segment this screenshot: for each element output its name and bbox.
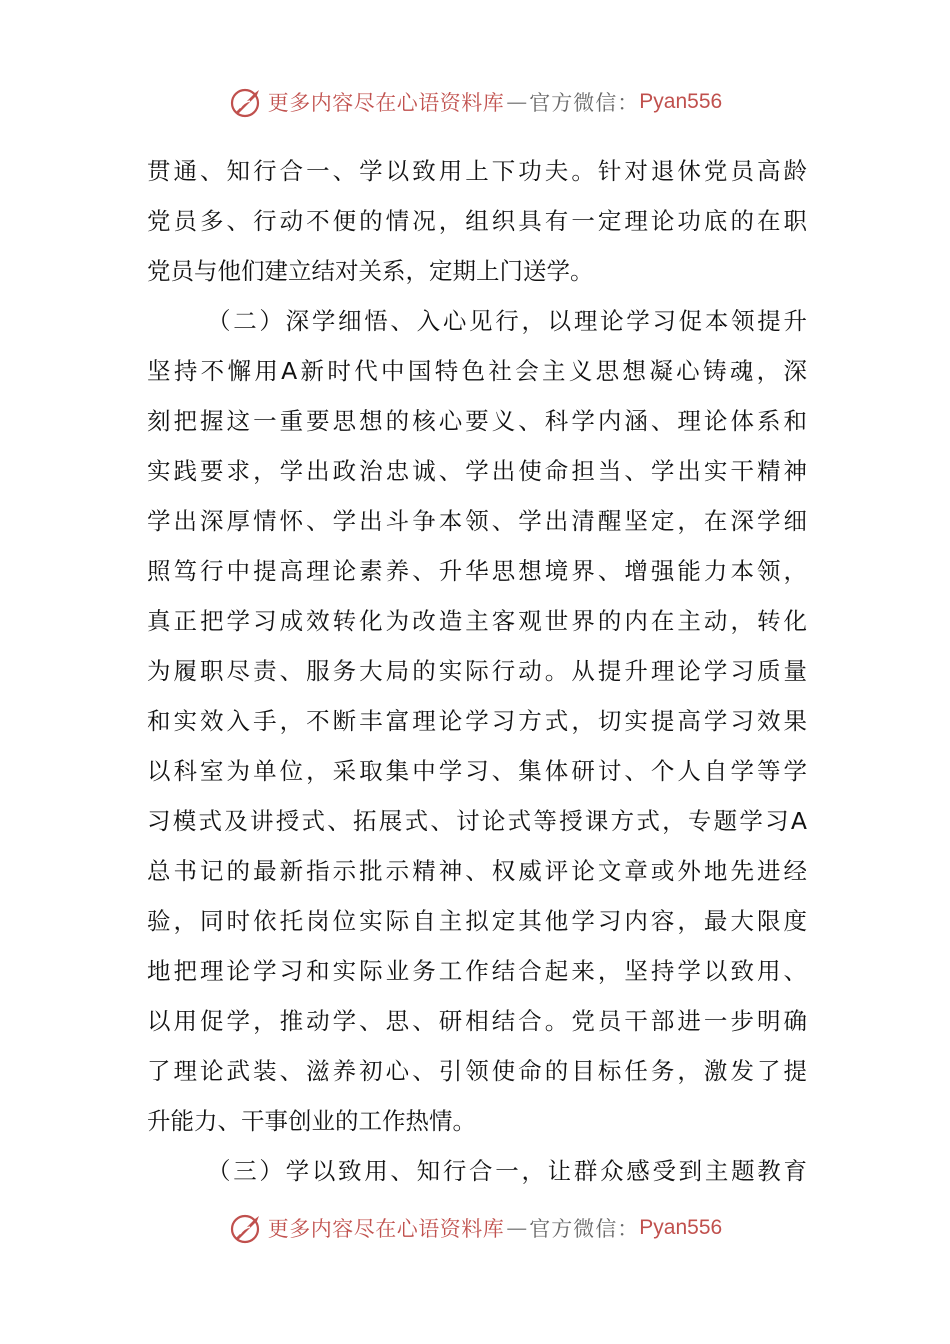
text-line: 真正把学习成效转化为改造主客观世界的内在主动，转化 — [147, 607, 807, 635]
text-line: 坚持不懈用A新时代中国特色社会主义思想凝心铸魂，深 — [147, 357, 807, 385]
text-line: 学出深厚情怀、学出斗争本领、学出清醒坚定，在深学细 — [147, 507, 807, 535]
document-body — [147, 146, 807, 1196]
text-line: 刻把握这一重要思想的核心要义、科学内涵、理论体系和 — [147, 407, 807, 435]
text-line: 总书记的最新指示批示精神、权威评论文章或外地先进经 — [147, 857, 807, 885]
header-banner — [0, 82, 950, 122]
text-line: 和实效入手，不断丰富理论学习方式，切实提高学习效果 — [147, 707, 807, 735]
text-line: 为履职尽责、服务大局的实际行动。从提升理论学习质量 — [147, 657, 807, 685]
text-line: 了理论武装、滋养初心、引领使命的目标任务，激发了提 — [147, 1057, 807, 1085]
text-line: 习模式及讲授式、拓展式、讨论式等授课方式，专题学习A — [147, 807, 807, 835]
section-heading: （二）深学细悟、入心见行，以理论学习促本领提升 — [207, 307, 807, 335]
text-line: 实践要求，学出政治忠诚、学出使命担当、学出实干精神 — [147, 457, 807, 485]
banner-dash: — — [506, 90, 528, 114]
text-line: 升能力、干事创业的工作热情。 — [147, 1107, 476, 1135]
banner-slogan: 更多内容尽在心语资料库 — [267, 91, 505, 115]
pen-logo-icon — [228, 1210, 264, 1246]
banner-wechat-label: 官方微信： — [529, 91, 640, 115]
banner-wechat-id: Pyan556 — [639, 90, 723, 113]
pen-logo-icon — [228, 84, 264, 120]
text-line: 以科室为单位，采取集中学习、集体研讨、个人自学等学 — [147, 757, 807, 785]
text-line: 党员与他们建立结对关系，定期上门送学。 — [147, 257, 594, 285]
banner-wechat-id: Pyan556 — [639, 1216, 723, 1239]
text-line: 地把理论学习和实际业务工作结合起来，坚持学以致用、 — [147, 957, 807, 985]
banner-slogan: 更多内容尽在心语资料库 — [267, 1217, 505, 1241]
text-line: 验，同时依托岗位实际自主拟定其他学习内容，最大限度 — [147, 907, 807, 935]
banner-dash: — — [506, 1216, 528, 1240]
banner-wechat-label: 官方微信： — [529, 1217, 640, 1241]
text-line: 以用促学，推动学、思、研相结合。党员干部进一步明确 — [147, 1007, 807, 1035]
footer-banner — [0, 1208, 950, 1248]
text-line: 照笃行中提高理论素养、升华思想境界、增强能力本领， — [147, 557, 807, 585]
section-heading: （三）学以致用、知行合一，让群众感受到主题教育 — [207, 1157, 807, 1185]
text-line: 党员多、行动不便的情况，组织具有一定理论功底的在职 — [147, 207, 807, 235]
text-line: 贯通、知行合一、学以致用上下功夫。针对退休党员高龄 — [147, 157, 807, 185]
